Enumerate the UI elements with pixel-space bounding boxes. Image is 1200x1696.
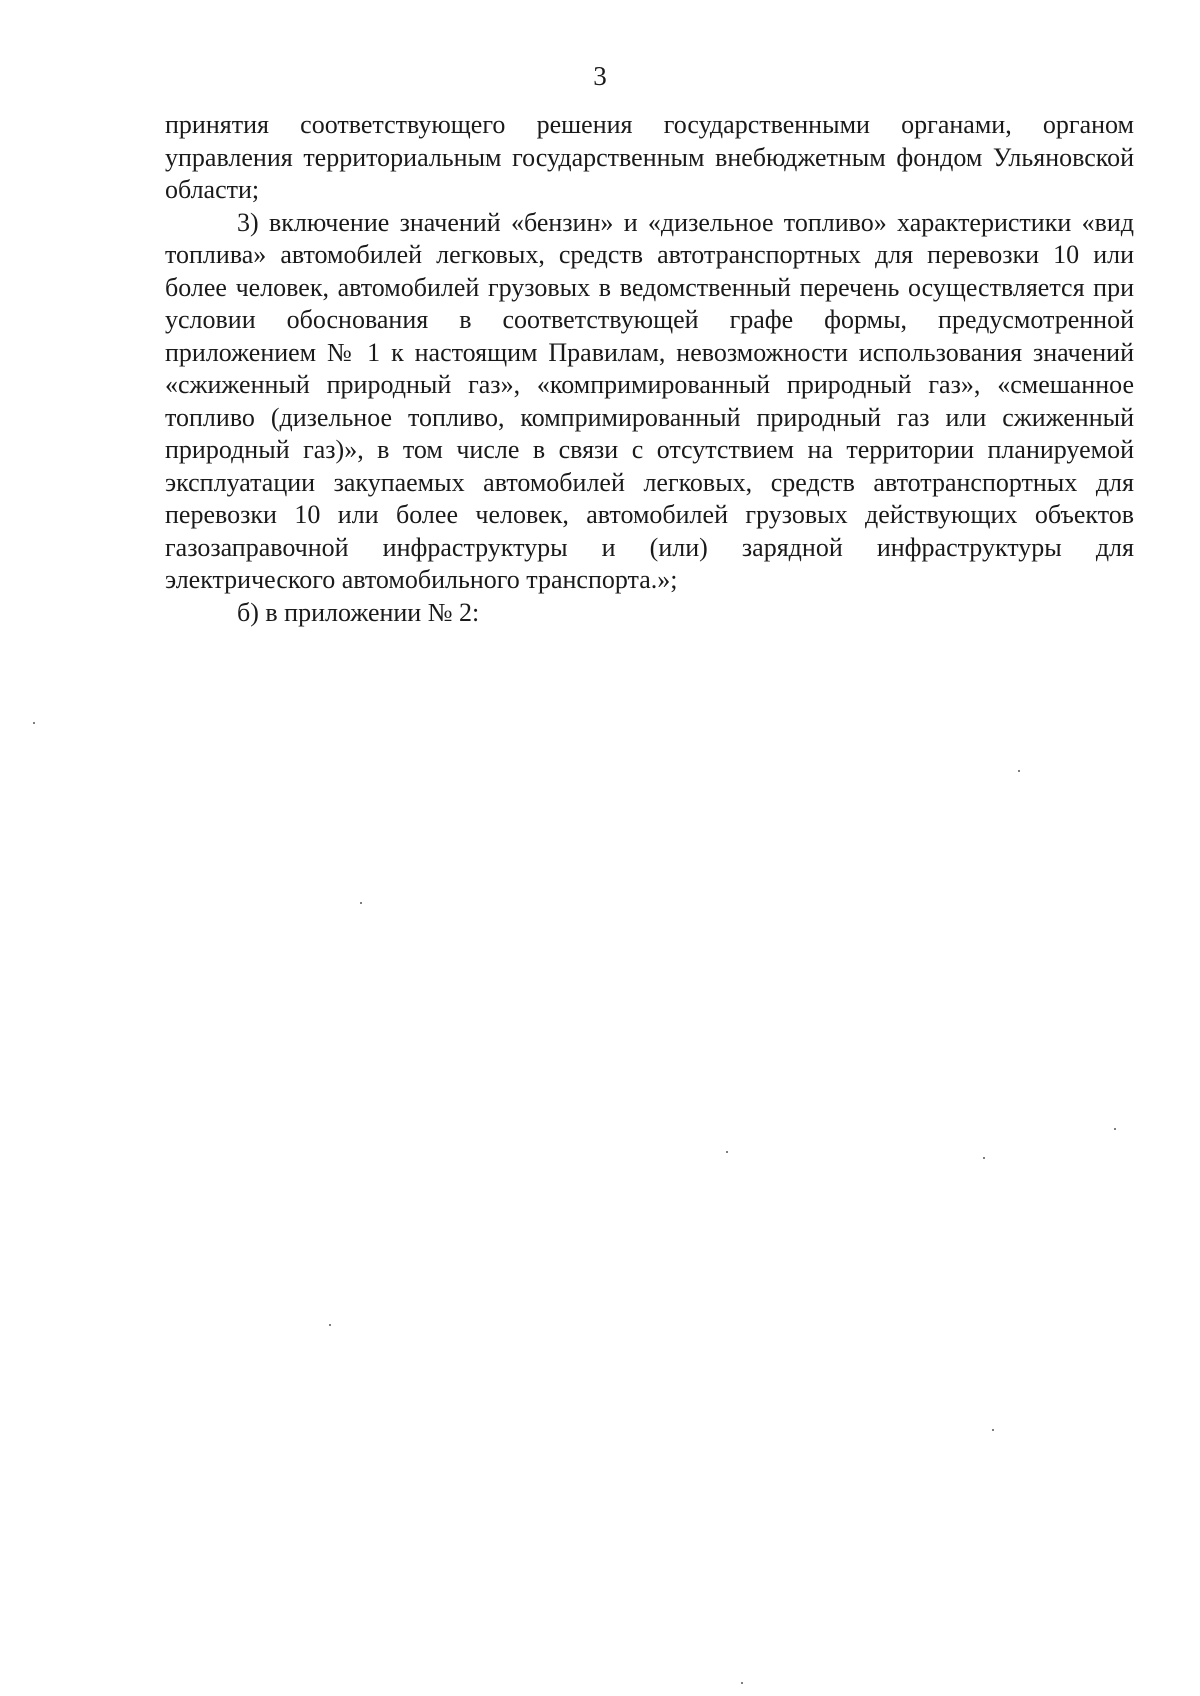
scan-speck <box>726 1151 728 1153</box>
paragraph-item-b: б) в приложении № 2: <box>237 597 480 627</box>
scan-speck <box>741 1682 743 1684</box>
scan-speck <box>360 902 362 904</box>
scan-speck <box>992 1429 994 1431</box>
scan-speck <box>983 1157 985 1159</box>
scan-speck <box>1114 1128 1116 1130</box>
paragraph-continuation: принятия соответствующего решения государственными органами, органом управления территориальным государственным внебюджетным фондом Ульяновской области; <box>165 110 1134 204</box>
scan-speck <box>1018 770 1020 772</box>
paragraph-item-3: 3) включение значений «бензин» и «дизельное топливо» характеристики «вид топлива» автомобилей легковых, средств автотранспортных для перевозки 10 или более человек, автомобилей грузовых в ведомственный перечень осуществляется при условии обоснования в соответствующей графе формы, предусмотренной приложением № 1 к настоящим Правилам, невозможности использования значений «сжиженный природный газ», «компримированный природный газ», «смешанное топливо (дизельное топливо, компримированный природный газ или сжиженный природный газ)», в том числе в связи с отсутствием на территории планируемой эксплуатации закупаемых автомобилей легковых, средств автотранспортных для перевозки 10 или более человек, автомобилей грузовых действующих объектов газозаправочной инфраструктуры и (или) зарядной инфраструктуры для электрического автомобильного транспорта.»; <box>165 207 1134 594</box>
scan-speck <box>33 722 35 724</box>
page-number: 3 <box>593 61 607 91</box>
scan-speck <box>329 1324 331 1326</box>
document-body <box>165 109 1134 629</box>
